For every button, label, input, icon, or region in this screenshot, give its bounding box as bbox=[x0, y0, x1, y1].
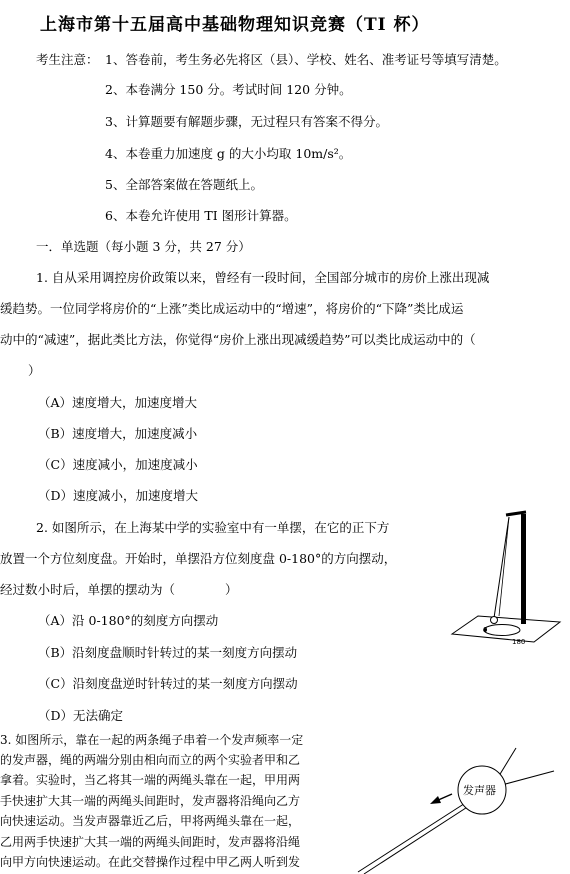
q1-option-d: （D）速度减小，加速度增大 bbox=[38, 488, 199, 503]
notice-label: 考生注意： bbox=[36, 52, 99, 67]
q2-option-b: （B）沿刻度盘顺时针转过的某一刻度方向摆动 bbox=[38, 645, 298, 660]
dial-label-0: 0 bbox=[483, 626, 488, 634]
notice-item-4: 4、本卷重力加速度 g 的大小均取 10m/s²。 bbox=[105, 146, 352, 161]
notice-item-2: 2、本卷满分 150 分。考试时间 120 分钟。 bbox=[105, 82, 352, 97]
q1-line-4: ） bbox=[28, 363, 41, 378]
q3-line-6: 乙用两手快速扩大其一端的两绳头间距时，发声器将沿绳 bbox=[0, 835, 301, 849]
notice-item-6: 6、本卷允许使用 TI 图形计算器。 bbox=[105, 208, 297, 223]
q2-option-c: （C）沿刻度盘逆时针转过的某一刻度方向摆动 bbox=[38, 676, 298, 691]
q3-line-5: 向快速运动。当发声器靠近乙后，甲将两绳头靠在一起， bbox=[0, 814, 301, 828]
notice-item-1: 1、答卷前，考生务必先将区（县）、学校、姓名、准考证号等填写清楚。 bbox=[105, 52, 507, 67]
q3-line-3: 拿着。实验时，当乙将其一端的两绳头靠在一起，甲用两 bbox=[0, 773, 301, 787]
q3-line-1: 3. 如图所示，靠在一起的两条绳子串着一个发声频率一定 bbox=[0, 733, 304, 747]
q1-option-c: （C）速度减小，加速度减小 bbox=[38, 457, 198, 472]
q2-line-2: 放置一个方位刻度盘。开始时，单摆沿方位刻度盘 0-180°的方向摆动， bbox=[0, 551, 397, 566]
q3-line-2: 的发声器，绳的两端分别由相向而立的两个实验者甲和乙 bbox=[0, 753, 301, 767]
page-title: 上海市第十五届高中基础物理知识竞赛（TI 杯） bbox=[40, 15, 430, 35]
q2-line-3: 经过数小时后，单摆的摆动为（ ） bbox=[0, 582, 238, 597]
q2-line-1: 2. 如图所示，在上海某中学的实验室中有一单摆，在它的正下方 bbox=[36, 520, 390, 535]
q2-option-d: （D）无法确定 bbox=[38, 708, 124, 723]
q1-line-2: 缓趋势。一位同学将房价的“上涨”类比成运动中的“增速”，将房价的“下降”类比成运 bbox=[0, 301, 464, 316]
notice-item-3: 3、计算题要有解题步骤，无过程只有答案不得分。 bbox=[105, 114, 388, 129]
q1-option-b: （B）速度增大，加速度减小 bbox=[38, 426, 198, 441]
q2-option-a: （A）沿 0-180°的刻度方向摆动 bbox=[38, 613, 219, 628]
q3-line-7: 向甲方向快速运动。在此交替操作过程中甲乙两人听到发 bbox=[0, 855, 301, 869]
q1-line-1: 1. 自从采用调控房价政策以来，曾经有一段时间，全国部分城市的房价上涨出现减 bbox=[36, 270, 490, 285]
q1-line-3: 动中的“减速”，据此类比方法，你觉得“房价上涨出现减缓趋势”可以类比成运动中的（ bbox=[0, 332, 476, 347]
notice-item-5: 5、全部答案做在答题纸上。 bbox=[105, 177, 263, 192]
section-heading: 一．单选题（每小题 3 分，共 27 分） bbox=[36, 239, 251, 254]
pendulum-figure bbox=[452, 508, 562, 658]
q3-line-4: 手快速扩大其一端的两绳头间距时，发声器将沿绳向乙方 bbox=[0, 794, 301, 808]
sound-generator-label: 发声器 bbox=[463, 784, 496, 797]
q1-option-a: （A）速度增大，加速度增大 bbox=[38, 395, 198, 410]
dial-label-180: 180 bbox=[512, 638, 526, 646]
sound-generator-figure bbox=[358, 744, 568, 874]
